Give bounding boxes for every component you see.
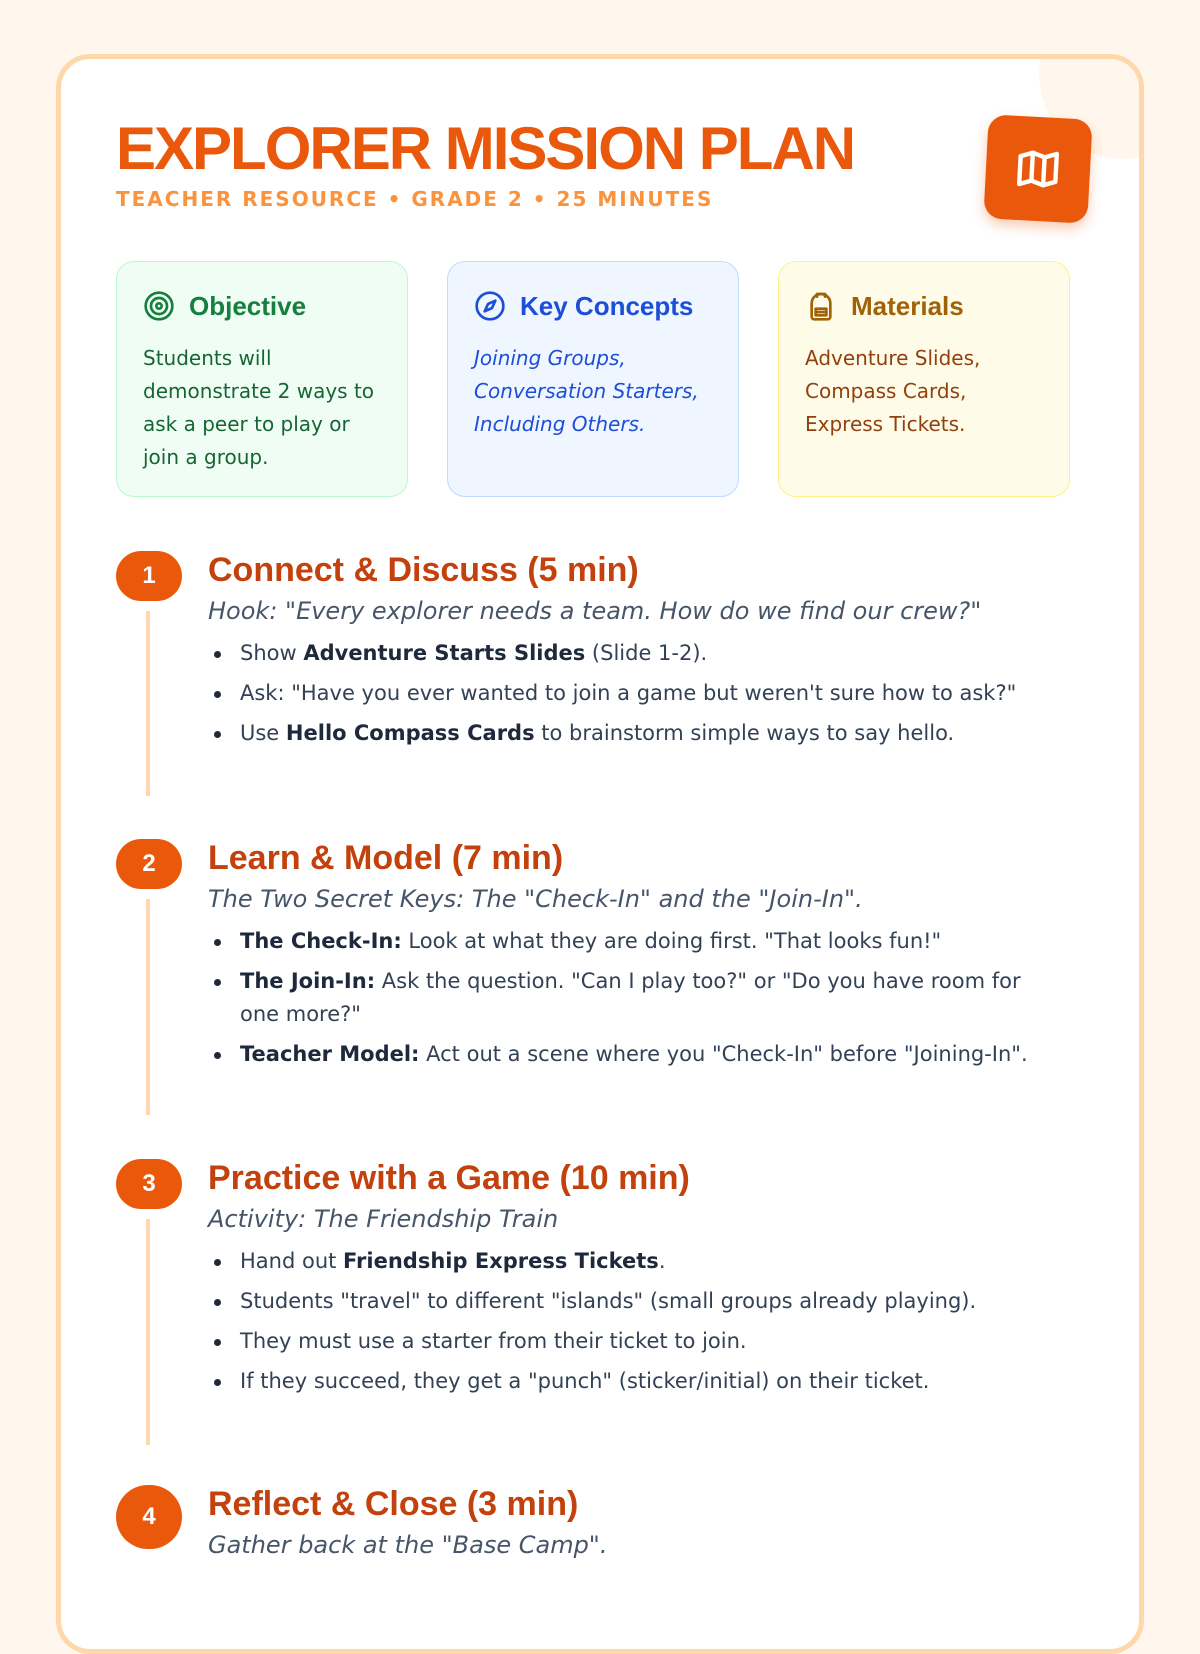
step-4 (116, 1485, 1096, 1605)
bullet-item: Hand out Friendship Express Tickets. (208, 1245, 1048, 1278)
page-title: EXPLORER MISSION PLAN (116, 115, 855, 182)
objective-title: Objective (189, 290, 307, 321)
lesson-plan-card (56, 54, 1144, 1654)
bullet-item: Ask: "Have you ever wanted to join a game but weren't sure how to ask?" (208, 677, 1048, 710)
page-subtitle: TEACHER RESOURCE • GRADE 2 • 25 MINUTES (116, 187, 714, 211)
map-badge (983, 114, 1092, 223)
bullet-item: The Join-In: Ask the question. "Can I play too?" or "Do you have room for one more?" (208, 965, 1048, 1031)
materials-card (778, 261, 1070, 497)
step-subtitle: Activity: The Friendship Train (208, 1205, 559, 1233)
bullet-item: The Check-In: Look at what they are doing first. "That looks fun!" (208, 925, 1048, 958)
objective-header (143, 290, 383, 322)
key-concepts-header (474, 290, 714, 322)
step-subtitle: The Two Secret Keys: The "Check-In" and the "Join-In". (208, 885, 863, 913)
step-title: Practice with a Game (10 min) (208, 1159, 690, 1197)
step-title: Connect & Discuss (5 min) (208, 551, 639, 589)
bullet-item: They must use a starter from their ticket to join. (208, 1325, 1048, 1358)
materials-text: Adventure Slides, Compass Cards, Express Tickets. (805, 346, 981, 436)
step-title: Reflect & Close (3 min) (208, 1485, 579, 1523)
step-number-badge: 2 (116, 839, 182, 889)
objective-text: Students will demonstrate 2 ways to ask a peer to play or join a group. (143, 346, 375, 469)
step-bullet-list (208, 925, 1048, 1078)
step-bullet-list (208, 637, 1048, 757)
step-number-badge: 1 (116, 551, 182, 601)
key-concepts-title: Key Concepts (520, 290, 694, 321)
timeline-connector (146, 1219, 150, 1445)
step-2 (116, 839, 1096, 1139)
timeline-connector (146, 899, 150, 1115)
step-bullet-list (208, 1245, 1048, 1405)
timeline-connector (146, 611, 150, 796)
step-number-badge: 4 (116, 1485, 182, 1549)
bullet-item: Students "travel" to different "islands" (small groups already playing). (208, 1285, 1048, 1318)
step-1 (116, 551, 1096, 811)
step-subtitle: Hook: "Every explorer needs a team. How do we find our crew?" (208, 597, 982, 625)
key-concepts-text: Joining Groups, Conversation Starters, Including Others. (474, 346, 699, 436)
step-title: Learn & Model (7 min) (208, 839, 564, 877)
step-3 (116, 1159, 1096, 1489)
target-icon (143, 290, 175, 322)
step-number-badge: 3 (116, 1159, 182, 1209)
backpack-icon (805, 290, 837, 322)
map-icon (1013, 144, 1063, 194)
objective-card (116, 261, 408, 497)
bullet-item: If they succeed, they get a "punch" (sticker/initial) on their ticket. (208, 1365, 1048, 1398)
materials-header (805, 290, 1045, 322)
materials-title: Materials (851, 290, 964, 321)
compass-icon (474, 290, 506, 322)
bullet-item: Show Adventure Starts Slides (Slide 1-2). (208, 637, 1048, 670)
bullet-item: Teacher Model: Act out a scene where you "Check-In" before "Joining-In". (208, 1038, 1048, 1071)
step-subtitle: Gather back at the "Base Camp". (208, 1531, 608, 1559)
key-concepts-card (447, 261, 739, 497)
bullet-item: Use Hello Compass Cards to brainstorm simple ways to say hello. (208, 717, 1048, 750)
